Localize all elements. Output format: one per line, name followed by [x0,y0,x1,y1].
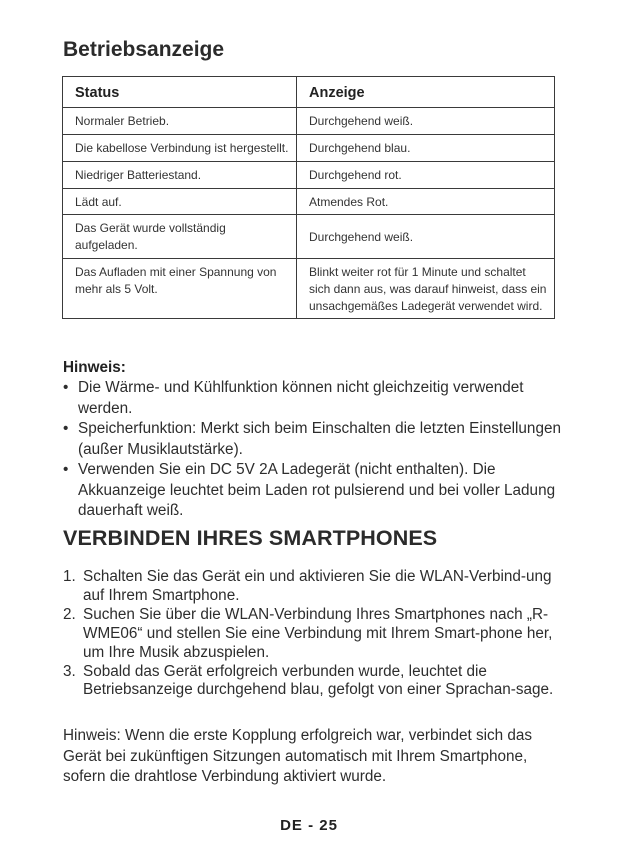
page-title: Betriebsanzeige [63,38,225,61]
steps-list [63,568,558,700]
bullet-icon: • [63,379,69,396]
step-text: Sobald das Gerät erfolgreich verbunden wurde, leuchtet die Betriebsanzeige durchgehend blau, gefolgt von einer Sprachan-sage. [83,662,554,699]
list-item [63,663,558,701]
list-item [63,568,558,606]
indicator-cell: Durchgehend rot. [297,161,555,188]
table-header-indicator: Anzeige [297,77,555,108]
notes-heading: Hinweis: [63,359,126,376]
status-cell: Das Aufladen mit einer Spannung von mehr als 5 Volt. [63,259,297,319]
steps-section [63,568,558,700]
table-header-status: Status [63,77,297,108]
note-text: Verwenden Sie ein DC 5V 2A Ladegerät (nicht enthalten). Die Akkuanzeige leuchtet beim Laden rot pulsierend und bei voller Ladung dauerhaft weiß. [78,461,556,519]
list-item [63,378,563,419]
step-number: 3. [63,662,76,680]
notes-list [63,378,563,522]
step-text: Schalten Sie das Gerät ein und aktivieren Sie die WLAN-Verbind-ung auf Ihrem Smartphone. [83,568,552,604]
table-row [63,108,555,135]
table-row [63,161,555,188]
indicator-cell: Atmendes Rot. [297,188,555,215]
table-row [63,135,555,162]
notes-section [63,359,563,522]
section-title: VERBINDEN IHRES SMARTPHONES [63,526,438,550]
status-cell: Die kabellose Verbindung ist hergestellt. [63,135,297,162]
status-cell: Normaler Betrieb. [63,108,297,135]
note-text: Die Wärme- und Kühlfunktion können nicht gleichzeitig verwendet werden. [78,379,524,417]
list-item [63,606,558,663]
status-cell: Das Gerät wurde vollständig aufgeladen. [63,215,297,259]
list-item [63,419,563,460]
table-header-row [63,77,555,108]
table-row [63,259,555,319]
indicator-cell: Durchgehend weiß. [297,108,555,135]
status-table [62,76,555,319]
step-number: 2. [63,605,76,623]
status-cell: Niedriger Batteriestand. [63,161,297,188]
step-number: 1. [63,568,76,585]
indicator-cell: Durchgehend blau. [297,135,555,162]
status-cell: Lädt auf. [63,188,297,215]
indicator-cell: Blinkt weiter rot für 1 Minute und schaltet sich dann aus, was darauf hinweist, dass ein unsachgemäßes Ladegerät verwendet wird. [297,259,555,319]
bullet-icon: • [63,420,69,437]
step-text: Suchen Sie über die WLAN-Verbindung Ihres Smartphones nach „R-WME06“ und stellen Sie eine Verbindung mit Ihrem Smart-phone her, um Ihre Musik abzuspielen. [83,605,553,661]
list-item [63,460,563,522]
note-text: Speicherfunktion: Merkt sich beim Einschalten die letzten Einstellungen (außer Musiklautstärke). [78,420,561,458]
table-row [63,215,555,259]
indicator-cell: Durchgehend weiß. [297,215,555,259]
page-number: DE - 25 [280,817,338,834]
table-row [63,188,555,215]
footnote: Hinweis: Wenn die erste Kopplung erfolgreich war, verbindet sich das Gerät bei zukünftigen Sitzungen automatisch mit Ihrem Smartphone, sofern die drahtlose Verbindung aktiviert wurde. [63,727,533,785]
bullet-icon: • [63,461,69,478]
